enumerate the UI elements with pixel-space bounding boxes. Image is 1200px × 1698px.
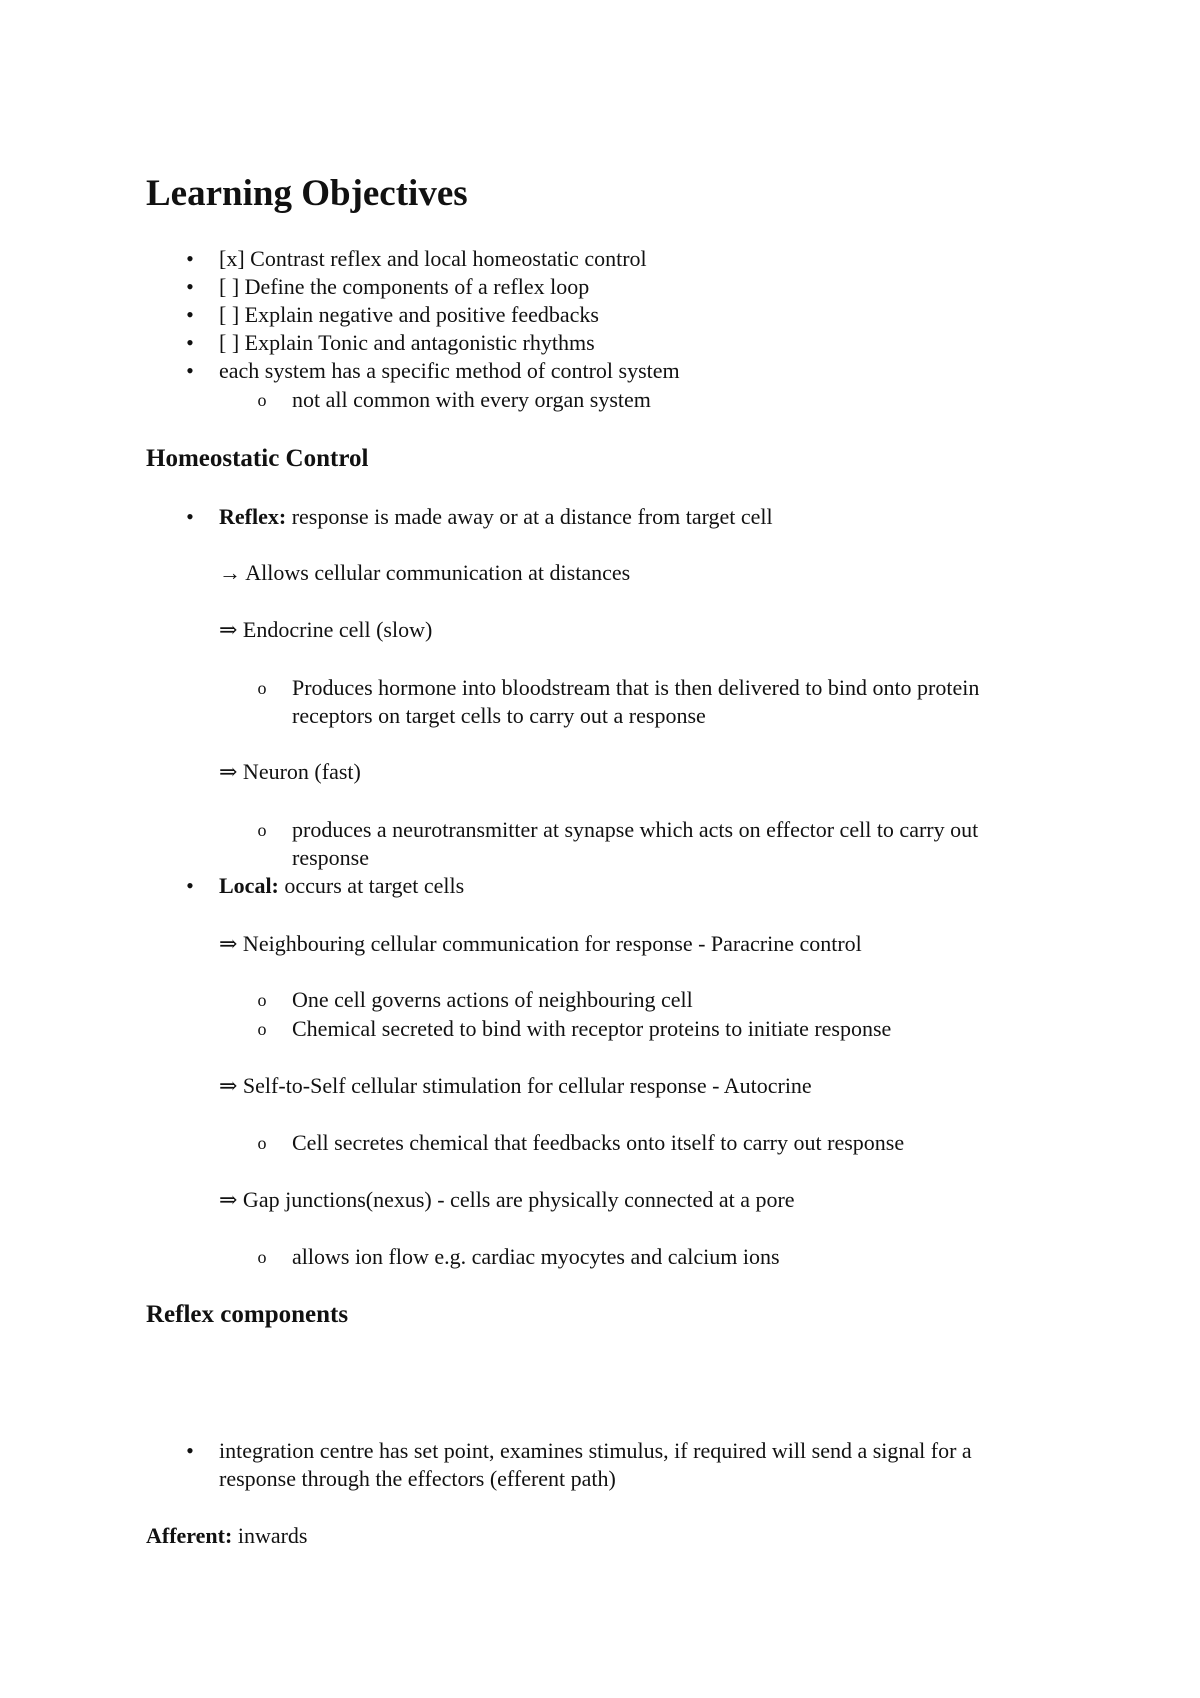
bullet-circle: o	[257, 678, 267, 698]
bullet-disc: •	[186, 504, 194, 529]
endocrine-detail-cont: receptors on target cells to carry out a response	[292, 703, 706, 728]
gap-junctions-detail: allows ion flow e.g. cardiac myocytes and calcium ions	[292, 1244, 780, 1269]
reflex-label: Reflex:	[219, 504, 287, 529]
neuron-line: ⇒ Neuron (fast)	[219, 759, 361, 784]
local-label: Local:	[219, 873, 279, 898]
objective-item: each system has a specific method of control system	[219, 358, 680, 383]
endocrine-detail: Produces hormone into bloodstream that is then delivered to bind onto protein	[292, 675, 980, 700]
autocrine-line: ⇒ Self-to-Self cellular stimulation for cellular response - Autocrine	[219, 1073, 812, 1098]
reflex-text: response is made away or at a distance from target cell	[286, 504, 773, 529]
learning-objectives-heading: Learning Objectives	[146, 173, 468, 214]
objective-item: [ ] Explain Tonic and antagonistic rhythms	[219, 330, 595, 355]
objective-item: [x] Contrast reflex and local homeostatic control	[219, 246, 647, 271]
gap-junctions-line: ⇒ Gap junctions(nexus) - cells are physically connected at a pore	[219, 1187, 795, 1212]
bullet-disc: •	[186, 302, 194, 327]
bullet-circle: o	[257, 820, 267, 840]
paracrine-line: ⇒ Neighbouring cellular communication for response - Paracrine control	[219, 931, 862, 956]
integration-centre-item-cont: response through the effectors (efferent path)	[219, 1466, 616, 1491]
afferent-line	[146, 1522, 307, 1550]
neuron-detail-cont: response	[292, 845, 369, 870]
bullet-circle: o	[257, 990, 267, 1010]
paracrine-detail: One cell governs actions of neighbouring cell	[292, 987, 693, 1012]
local-item	[219, 872, 464, 900]
reflex-components-heading: Reflex components	[146, 1301, 349, 1328]
bullet-circle: o	[257, 390, 267, 410]
paracrine-detail: Chemical secreted to bind with receptor proteins to initiate response	[292, 1016, 892, 1041]
afferent-text: inwards	[232, 1523, 308, 1548]
homeostatic-control-heading: Homeostatic Control	[146, 445, 369, 472]
local-text: occurs at target cells	[278, 873, 465, 898]
bullet-circle: o	[257, 1019, 267, 1039]
bullet-disc: •	[186, 358, 194, 383]
reflex-item	[219, 503, 773, 531]
bullet-disc: •	[186, 330, 194, 355]
bullet-circle: o	[257, 1133, 267, 1153]
bullet-disc: •	[186, 1438, 194, 1463]
endocrine-line: ⇒ Endocrine cell (slow)	[219, 617, 433, 642]
integration-centre-item: integration centre has set point, examines stimulus, if required will send a signal for a	[219, 1438, 972, 1463]
neuron-detail: produces a neurotransmitter at synapse which acts on effector cell to carry out	[292, 817, 979, 842]
objective-item: [ ] Define the components of a reflex loop	[219, 274, 590, 299]
afferent-label: Afferent:	[146, 1523, 233, 1548]
autocrine-detail: Cell secretes chemical that feedbacks onto itself to carry out response	[292, 1130, 905, 1155]
objective-sub-item: not all common with every organ system	[292, 387, 651, 412]
objective-item: [ ] Explain negative and positive feedbacks	[219, 302, 599, 327]
reflex-arrow-line: → Allows cellular communication at distances	[219, 560, 631, 585]
bullet-disc: •	[186, 274, 194, 299]
bullet-disc: •	[186, 246, 194, 271]
bullet-circle: o	[257, 1247, 267, 1267]
bullet-disc: •	[186, 873, 194, 898]
